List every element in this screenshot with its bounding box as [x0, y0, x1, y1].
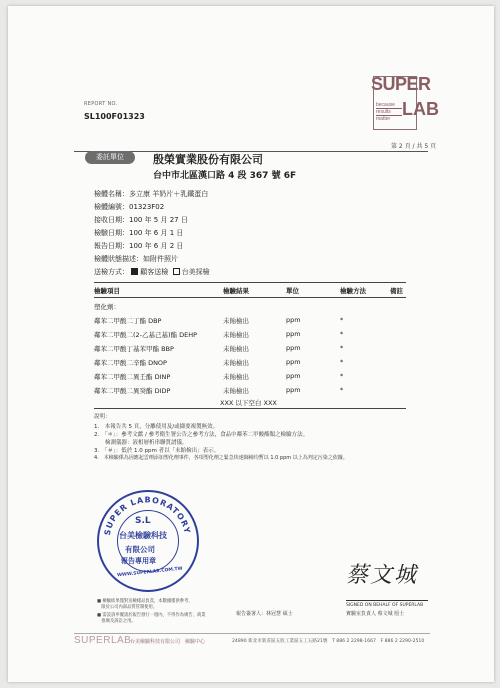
client-badge: 委託單位: [85, 151, 135, 164]
row-method: *: [340, 330, 344, 338]
lab-director-title: 實驗室負責人 蔡文城 厘士: [346, 611, 405, 617]
row-unit: ppm: [286, 316, 301, 324]
footer-address: 24890 新北市新莊區五股工業區五工五路21號 T 886 2 2298-1667 F 886 2 2290-2510: [232, 639, 425, 644]
col-header-result: 檢驗結果: [223, 287, 249, 295]
row-item: 鄰苯二甲酸二丁酯 DBP: [94, 317, 162, 325]
footer-divider: [74, 633, 430, 634]
row-method: *: [340, 316, 344, 324]
note-line: 1. 本報告共 5 頁，分離使用及/或擷要複製無效。: [94, 424, 219, 430]
row-item: 鄰苯二甲酸二異壬酯 DINP: [94, 373, 171, 381]
row-item: 鄰苯二甲酸二異癸酯 DIDP: [94, 387, 171, 395]
report-number: SL100F01323: [84, 112, 145, 121]
group-label: 塑化劑：: [94, 303, 120, 311]
note-line: 3. 「＃」：低於 1.0 ppm 者以「未飴檢出」表示。: [94, 448, 220, 454]
row-result: 未飴檢出: [223, 373, 249, 381]
row-unit: ppm: [286, 330, 301, 338]
footer-company: 台美檢驗科技有限公司 檢驗中心: [130, 639, 206, 645]
delivery-option-customer: 顧客送檢: [140, 268, 169, 276]
signed-on-behalf: SIGNED ON BEHALF OF SUPERLAB: [346, 603, 424, 608]
seal-center-text: S.L: [135, 516, 151, 526]
report-no-label: REPORT NO.: [84, 101, 118, 107]
disclaimer-line: ■ 需設訴申覆請於報告發行一週內，不得作為廣告、商業: [97, 613, 206, 618]
report-page: [8, 6, 494, 682]
note-line: 2. 「＊」：參考文獻 / 參考衛生署公告之參考方法，食品中鄰苯二甲酸酯類之檢驗方法。: [94, 432, 309, 438]
table-header-rule: [94, 297, 406, 298]
report-date: 報告日期：100 年 6 月 2 日: [94, 242, 184, 250]
row-unit: ppm: [286, 372, 301, 380]
row-result: 未飴檢出: [223, 359, 249, 367]
checkbox-checked-icon: [131, 268, 138, 275]
delivery-method: [94, 267, 210, 277]
end-of-table-mark: XXX 以下空白 XXX: [220, 399, 277, 407]
logo-tagline-3: matter: [376, 116, 391, 122]
handwritten-signature: 蔡文城: [346, 563, 419, 588]
report-signer: 報告簽署人：林冠慧 碩士: [236, 611, 293, 617]
sample-id: 檢體編號：01323F02: [94, 203, 165, 211]
received-date: 接收日期：100 年 5 月 27 日: [94, 216, 188, 224]
logo-super-text: SUPER: [371, 74, 431, 94]
row-method: *: [340, 372, 344, 380]
col-header-method: 檢驗方法: [340, 287, 366, 295]
seal-ring-text: SUPER LABORATORY: [102, 495, 192, 537]
client-address: 台中市北區漢口路 4 段 367 號 6F: [153, 171, 297, 181]
row-result: 未飴檢出: [223, 317, 249, 325]
sample-name: 檢體名稱：多立康 羊奶片＋乳鐵蛋白: [94, 190, 209, 198]
col-header-remark: 備註: [390, 287, 403, 295]
sample-condition: 檢體狀態描述：如附件照片: [94, 255, 178, 263]
disclaimer-line: 推廣及訴訟之用。: [97, 619, 136, 624]
delivery-option-sampling: 台美採檢: [181, 268, 210, 276]
row-unit: ppm: [286, 386, 301, 394]
notes-title: 說明：: [94, 414, 111, 420]
row-result: 未飴檢出: [223, 331, 249, 339]
row-item: 鄰苯二甲酸丁基苯甲酯 BBP: [94, 345, 174, 353]
logo-lab-text: LAB: [402, 99, 439, 119]
row-item: 鄰苯二甲酸二辛酯 DNOP: [94, 359, 167, 367]
row-method: *: [340, 386, 344, 394]
checkbox-empty-icon: [173, 268, 180, 275]
seal-url: WWW.SUPERLAB.COM.TW: [116, 566, 183, 579]
table-bottom-rule: [94, 408, 406, 409]
signature-line: [346, 600, 428, 601]
row-method: *: [340, 344, 344, 352]
disclaimer-line: 限於公司內部品質管制使用。: [97, 605, 158, 610]
test-date: 檢驗日期：100 年 6 月 1 日: [94, 229, 184, 237]
row-unit: ppm: [286, 358, 301, 366]
row-item: 鄰苯二甲酸二(2-乙基己基)酯 DEHP: [94, 331, 198, 339]
table-top-rule: [94, 282, 406, 283]
seal-company: 有限公司: [125, 545, 155, 554]
footer-brand-logo: SUPERLAB: [74, 635, 132, 646]
disclaimer-line: ■ 檢驗結果僅對送檢樣品負責，本數據僅供參考，: [97, 599, 193, 604]
lab-seal-stamp: [97, 490, 199, 592]
row-result: 未飴檢出: [223, 345, 249, 353]
row-method: *: [340, 358, 344, 366]
col-header-item: 檢驗項目: [94, 287, 120, 295]
logo-tagline-2: results: [376, 109, 391, 115]
row-result: 未飴檢出: [223, 387, 249, 395]
delivery-label: 送檢方式：: [94, 268, 129, 276]
seal-lab-name: 台美檢驗科技: [119, 531, 167, 540]
logo-tagline-1: because: [376, 102, 395, 108]
seal-purpose: 報告專用章: [121, 557, 156, 565]
client-name: 殷榮實業股份有限公司: [153, 153, 263, 166]
row-unit: ppm: [286, 344, 301, 352]
note-line: 4. 本檢驗係為因應起雲劑添加塑化劑事件，各項塑化劑之緊急快速篩檢均暫以 1.0 ppm 以上為判定污染之依據。: [94, 455, 348, 461]
col-header-unit: 單位: [286, 287, 299, 295]
page-indicator: 第 2 頁 / 共 5 頁: [391, 143, 437, 150]
note-line: 檢測儀器：液相層析串聯質譜儀。: [94, 440, 188, 446]
